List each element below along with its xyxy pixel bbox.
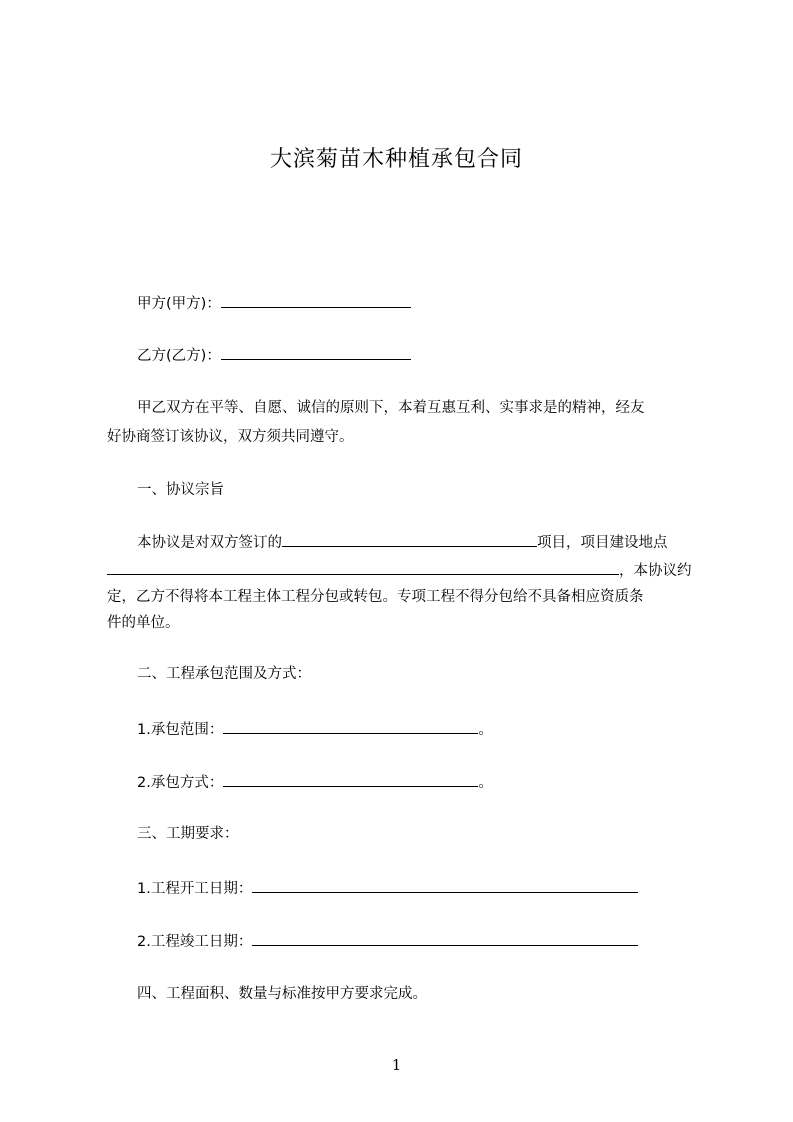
finish-date-label: 2.工程竣工日期： <box>137 934 253 950</box>
party-b-label: 乙方(乙方)： <box>137 348 221 364</box>
scope-line <box>137 718 493 740</box>
section-1-line-1 <box>137 531 668 553</box>
finish-date-blank[interactable] <box>252 930 638 946</box>
section-3-heading: 三、工期要求： <box>137 826 239 842</box>
page-number: 1 <box>391 1056 402 1074</box>
document-title: 大滨菊苗木种植承包合同 <box>269 147 523 172</box>
purpose-prefix: 本协议是对双方签订的 <box>137 535 282 551</box>
scope-label: 1.承包范围： <box>137 722 224 738</box>
project-name-blank[interactable] <box>282 531 537 547</box>
method-period: 。 <box>478 775 493 791</box>
start-date-blank[interactable] <box>252 877 638 893</box>
scope-period: 。 <box>478 722 493 738</box>
finish-date-line <box>137 930 638 952</box>
section-1-heading: 一、协议宗旨 <box>137 482 224 498</box>
section-2-heading: 二、工程承包范围及方式： <box>137 666 311 682</box>
party-a-line <box>137 292 411 314</box>
project-location-blank[interactable] <box>107 559 619 575</box>
intro-line-1: 甲乙双方在平等、自愿、诚信的原则下，本着互惠互利、实事求是的精神，经友 <box>137 400 645 416</box>
party-b-line <box>137 344 411 366</box>
party-a-blank[interactable] <box>221 292 411 308</box>
party-b-blank[interactable] <box>221 344 411 360</box>
purpose-suffix: 项目，项目建设地点 <box>537 535 668 551</box>
scope-blank[interactable] <box>223 718 478 734</box>
method-label: 2.承包方式： <box>137 775 224 791</box>
method-blank[interactable] <box>223 771 478 787</box>
start-date-line <box>137 877 638 899</box>
section-4-heading: 四、工程面积、数量与标准按甲方要求完成。 <box>137 986 427 1002</box>
intro-line-2: 好协商签订该协议，双方须共同遵守。 <box>107 429 354 445</box>
party-a-label: 甲方(甲方)： <box>137 296 221 312</box>
section-1-line-4: 件的单位。 <box>107 615 180 631</box>
location-suffix: ，本协议约 <box>619 563 692 579</box>
start-date-label: 1.工程开工日期： <box>137 881 253 897</box>
section-1-line-3: 定，乙方不得将本工程主体工程分包或转包。专项工程不得分包给不具备相应资质条 <box>107 589 644 605</box>
method-line <box>137 771 493 793</box>
section-1-line-2 <box>107 559 692 581</box>
